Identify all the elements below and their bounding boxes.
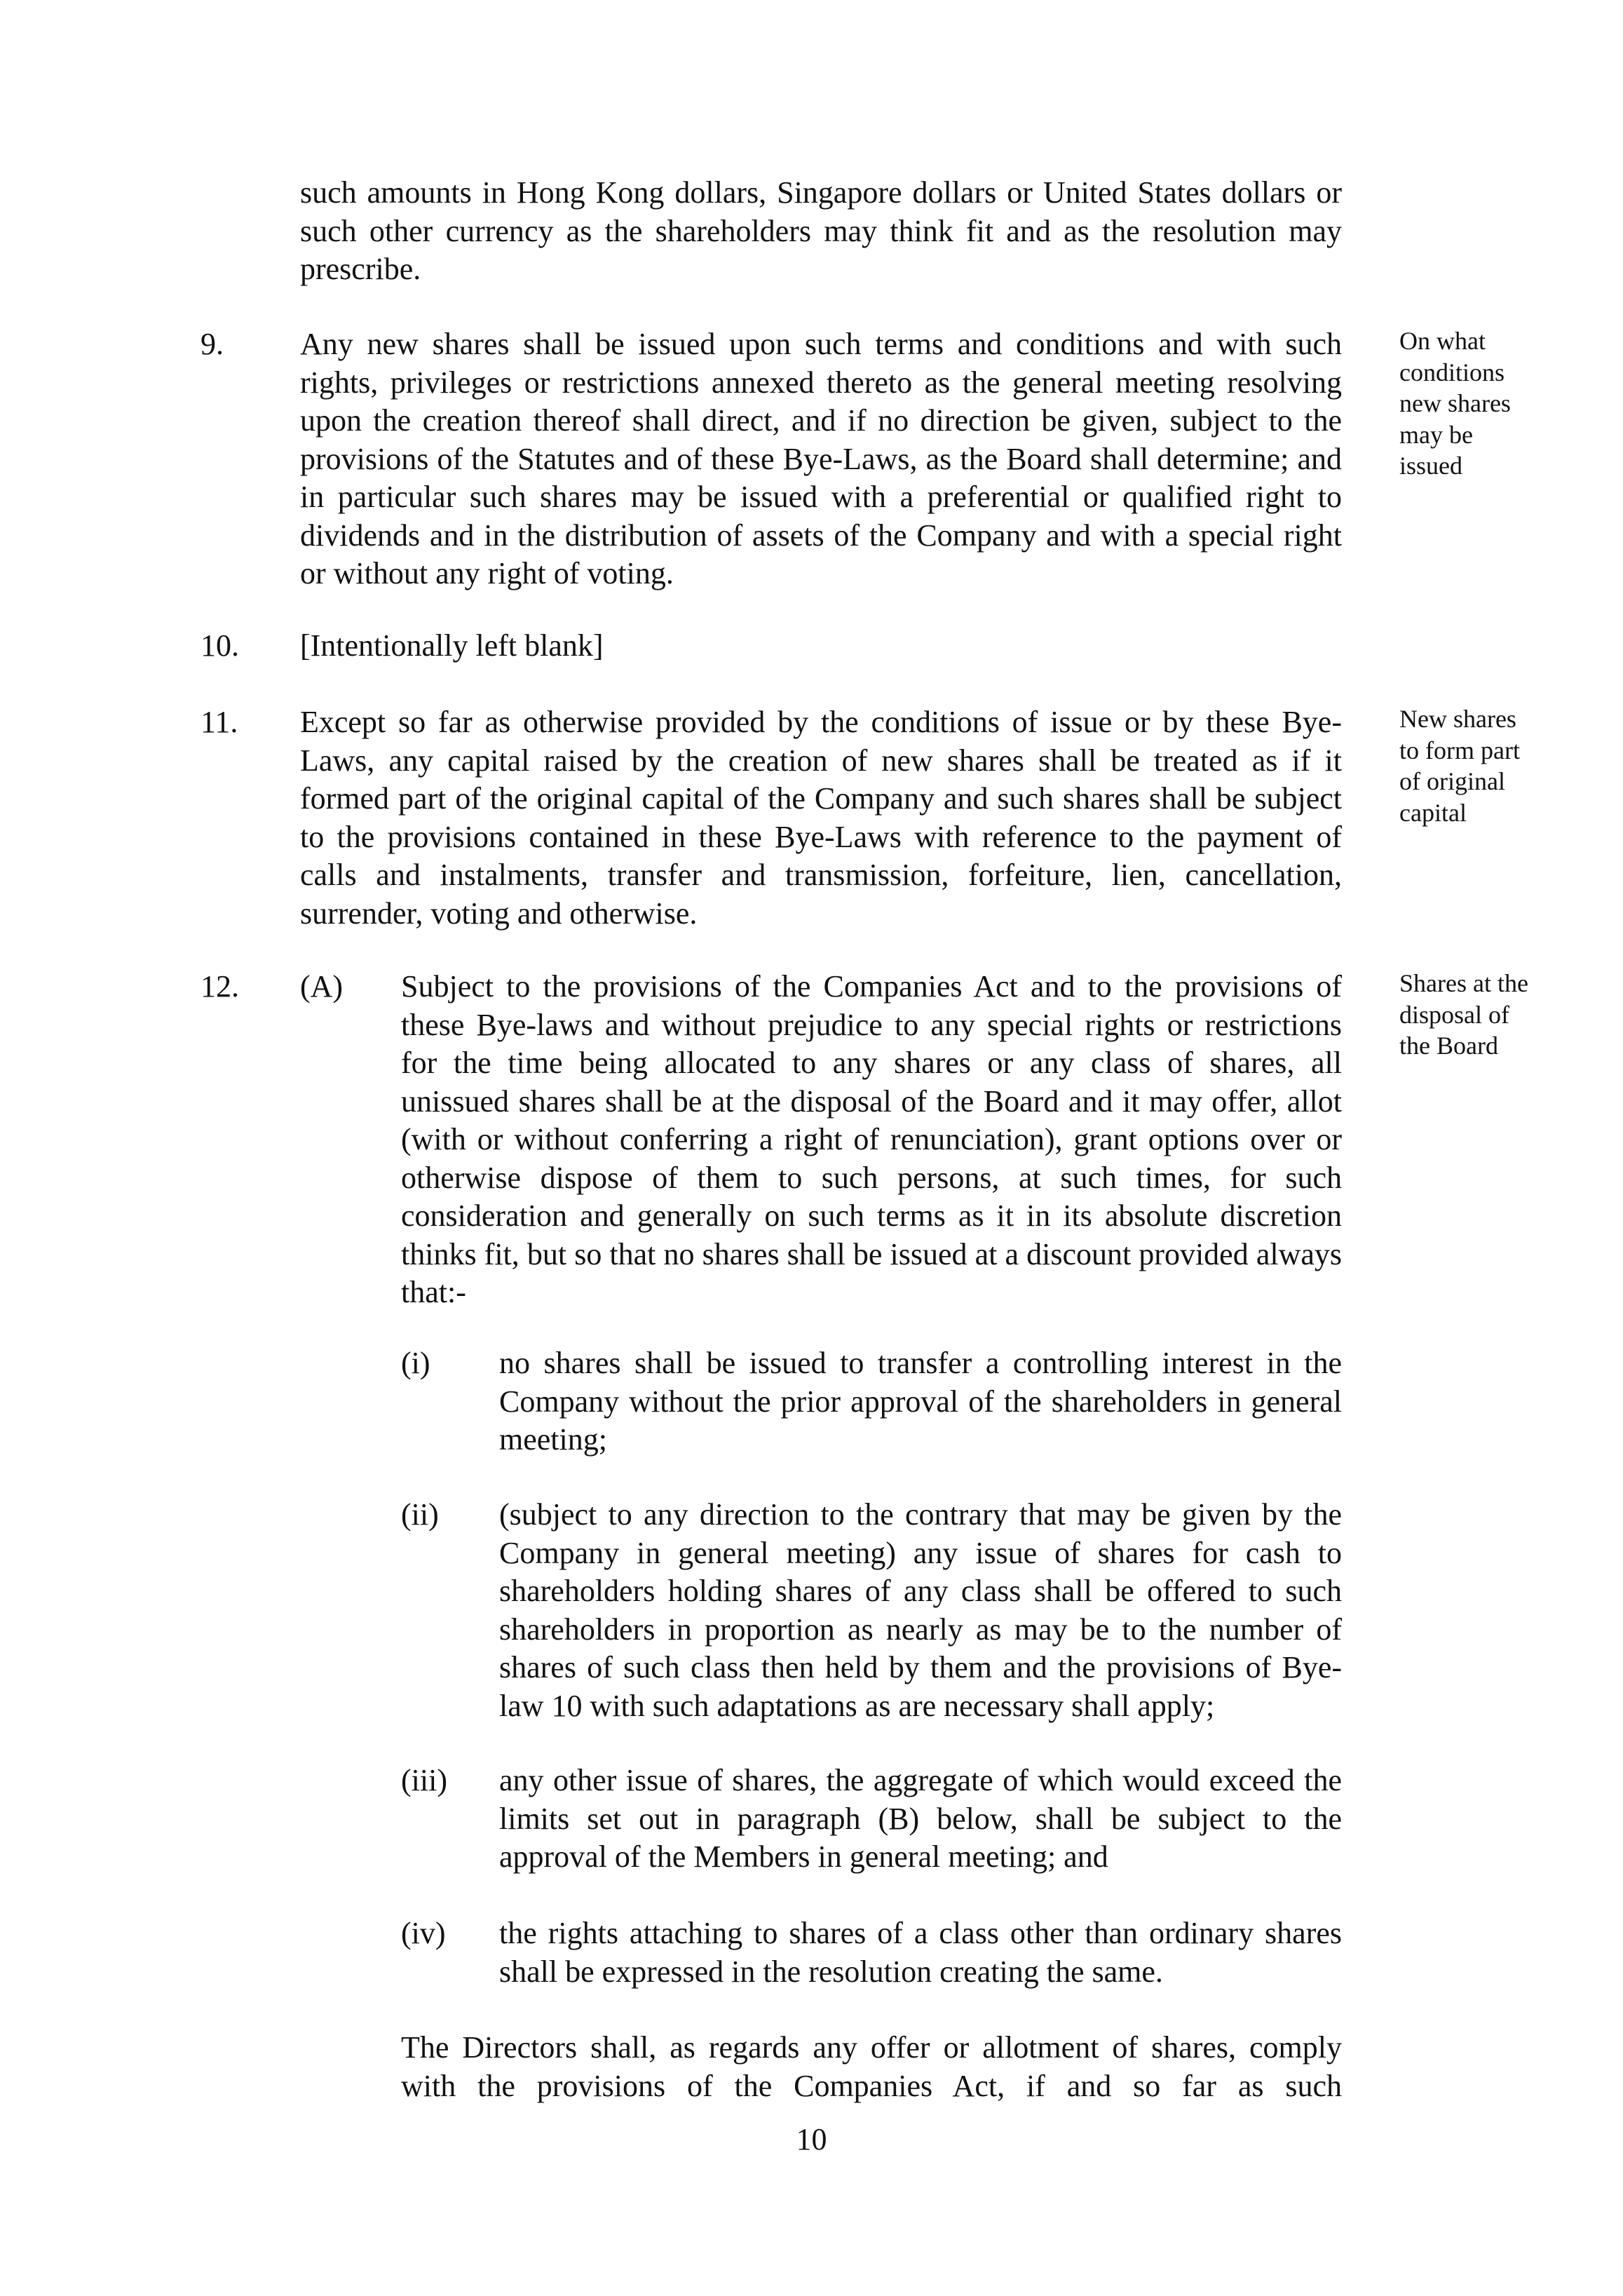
intro-paragraph: such amounts in Hong Kong dollars, Singapore dollars or United States dollars or such other currency as the shareholders may think fit and as the resolution may prescribe. — [300, 175, 1342, 286]
item-ii-text: (subject to any direction to the contrary that may be given by the Company in general meeting) any issue of shares for cash to shareholders holding shares of any class shall be offered to such shareholders in proportion as nearly as may be to the number of shares of such class then held by them and the provisions of Bye-law 10 with such adaptations as are necessary shall apply; — [499, 1497, 1342, 1723]
clause-11-number: 11. — [201, 705, 238, 739]
clause-9-text: Any new shares shall be issued upon such terms and conditions and with such rights, privileges or restrictions annexed thereto as the general meeting resolving upon the creation thereof shall direct, and if no direction be given, subject to the provisions of the Statutes and of these Bye-Laws, as the Board shall determine; and in particular such shares may be issued with a preferential or qualified right to dividends and in the distribution of assets of the Company and with a special right or without any right of voting. — [300, 327, 1342, 590]
item-iii-label: (iii) — [401, 1763, 447, 1797]
clause-9-side-note: On what conditions new shares may be issued — [1399, 327, 1511, 480]
clause-10-number: 10. — [201, 628, 239, 663]
closing-paragraph: The Directors shall, as regards any offer or allotment of shares, comply with the provisions of the Companies Act, if and so far as such — [401, 2030, 1342, 2103]
page-number: 10 — [796, 2122, 827, 2156]
clause-12-number: 12. — [201, 969, 239, 1004]
clause-10-text: [Intentionally left blank] — [300, 628, 604, 663]
item-iii-text: any other issue of shares, the aggregate of which would exceed the limits set out in paragraph (B) below, shall be subject to the approval of the Members in general meeting; and — [499, 1763, 1342, 1874]
clause-12a-text: Subject to the provisions of the Companies Act and to the provisions of these Bye-laws and without prejudice to any special rights or restrictions for the time being allocated to any shares or any class of shares, all unissued shares shall be at the disposal of the Board and it may offer, allot (with or without conferring a right of renunciation), grant options over or otherwise dispose of them to such persons, at such times, for such consideration and generally on such terms as it in its absolute discretion thinks fit, but so that no shares shall be issued at a discount provided always that:- — [401, 969, 1342, 1309]
clause-12-side-note: Shares at the disposal of the Board — [1399, 969, 1528, 1060]
item-i-text: no shares shall be issued to transfer a controlling interest in the Company without the prior approval of the shareholders in general meeting; — [499, 1346, 1342, 1457]
clause-11-side-note: New shares to form part of original capital — [1399, 705, 1520, 827]
item-i-label: (i) — [401, 1346, 430, 1380]
clause-9-number: 9. — [201, 327, 224, 361]
item-iv-label: (iv) — [401, 1916, 446, 1950]
item-ii-label: (ii) — [401, 1497, 439, 1532]
item-iv-text: the rights attaching to shares of a class other than ordinary shares shall be expressed in the resolution creating the same. — [499, 1916, 1342, 1989]
clause-12-sub-label: (A) — [300, 969, 344, 1004]
clause-11-text: Except so far as otherwise provided by the conditions of issue or by these Bye-Laws, any capital raised by the creation of new shares shall be treated as if it formed part of the original capital of the Company and such shares shall be subject to the provisions contained in these Bye-Laws with reference to the payment of calls and instalments, transfer and transmission, forfeiture, lien, cancellation, surrender, voting and otherwise. — [300, 705, 1342, 931]
